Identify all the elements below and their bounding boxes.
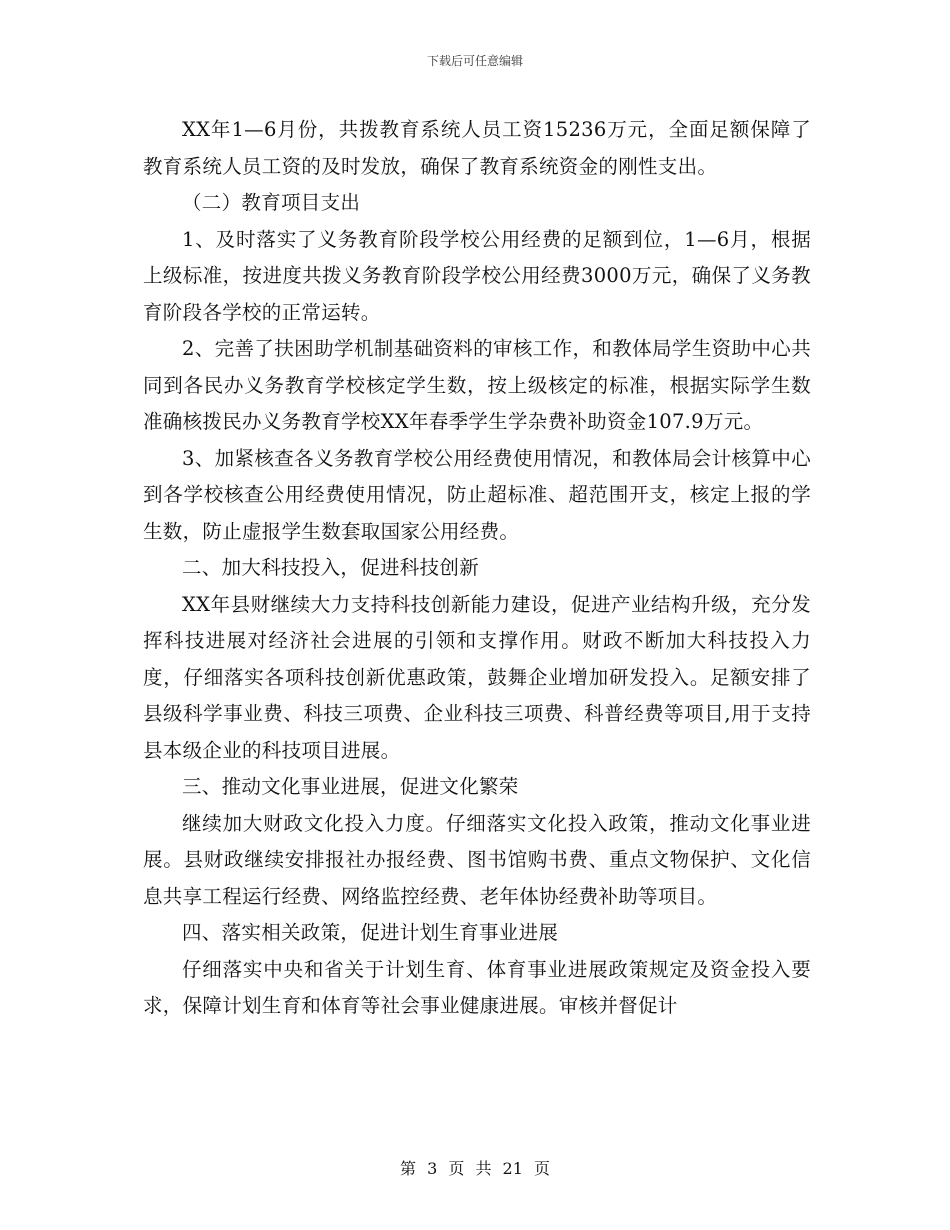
paragraph-fund-audit: 3、加紧核查各义务教育学校公用经费使用情况，和教体局会计核算中心到各学校核查公用经费使用情况，防止超标准、超范围开支，核定上报的学生数，防止虚报学生数套取国家公用经费。	[143, 446, 811, 543]
paragraph-salary: XX年1—6月份，共拨教育系统人员工资15236万元，全面足额保障了教育系统人员工资的及时发放，确保了教育系统资金的刚性支出。	[143, 118, 811, 178]
paragraph-culture: 继续加大财政文化投入力度。仔细落实文化投入政策，推动文化事业进展。县财政继续安排报社办报经费、图书馆购书费、重点文物保护、文化信息共享工程运行经费、网络监控经费、老年体协经费补助等项目。	[143, 811, 811, 908]
heading-education-projects: （二）教育项目支出	[182, 191, 361, 214]
document-body	[143, 112, 811, 1025]
paragraph-public-funds: 1、及时落实了义务教育阶段学校公用经费的足额到位，1—6月，根据上级标准，按进度共拨义务教育阶段学校公用经费3000万元，确保了义务教育阶段各学校的正常运转。	[143, 227, 811, 324]
paragraph-technology: XX年县财继续大力支持科技创新能力建设，促进产业结构升级，充分发挥科技进展对经济社会进展的引领和支撑作用。财政不断加大科技投入力度，仔细落实各项科技创新优惠政策，鼓舞企业增加研发投入。足额安排了县级科学事业费、科技三项费、企业科技三项费、科普经费等项目,用于支持县本级企业的科技项目进展。	[143, 592, 811, 762]
heading-family-planning: 四、落实相关政策，促进计划生育事业进展	[182, 921, 559, 944]
page-number: 第 3 页 共 21 页	[400, 1159, 550, 1178]
paragraph-student-aid: 2、完善了扶困助学机制基础资料的审核工作，和教体局学生资助中心共同到各民办义务教育学校核定学生数，按上级核定的标准，根据实际学生数准确核拨民办义务教育学校XX年春季学生学杂费补助资金107.9万元。	[143, 337, 811, 433]
heading-technology: 二、加大科技投入，促进科技创新	[182, 556, 480, 579]
page-header: 下载后可任意编辑	[426, 54, 523, 68]
heading-culture: 三、推动文化事业进展，促进文化繁荣	[182, 775, 519, 798]
paragraph-family-planning: 仔细落实中央和省关于计划生育、体育事业进展政策规定及资金投入要求，保障计划生育和体育等社会事业健康进展。审核并督促计	[143, 957, 811, 1017]
